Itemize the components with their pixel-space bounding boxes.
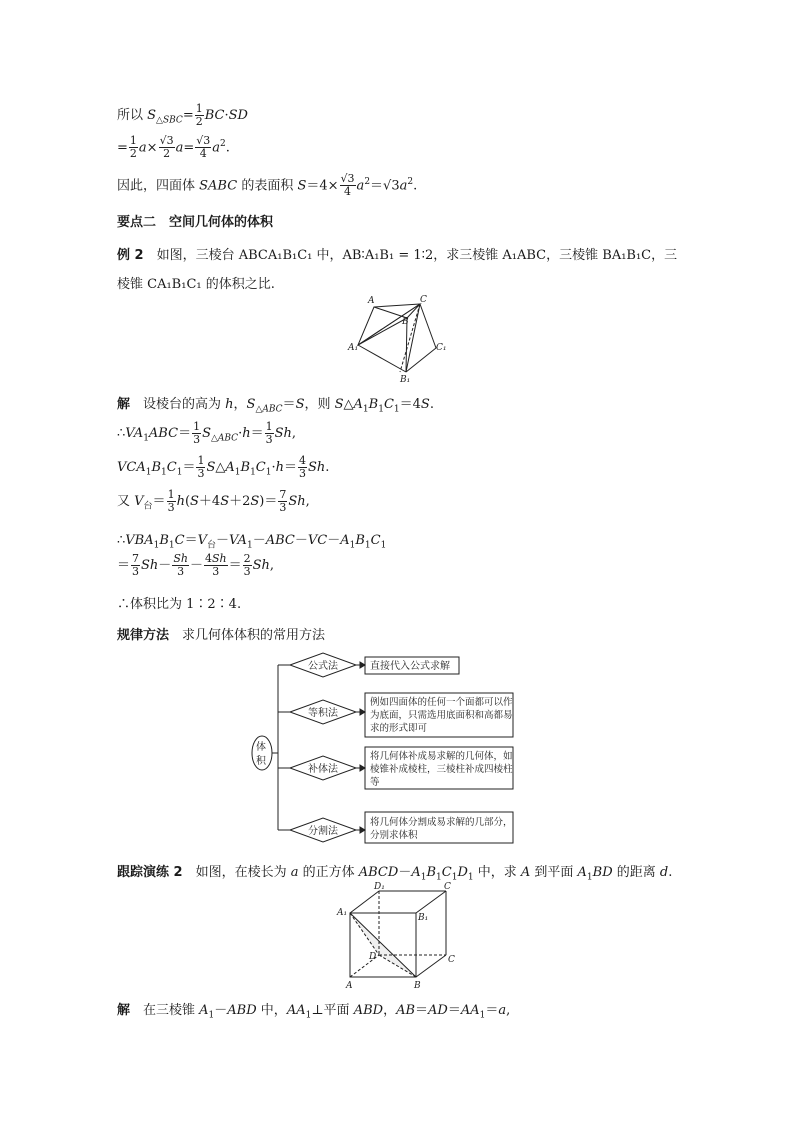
fraction-half: $\frac{1}{2}$ xyxy=(195,102,203,128)
cube-label-B: B xyxy=(414,981,421,990)
cube-label-D: D xyxy=(369,952,377,962)
desc-equal-l1: 例如四面体的任何一个面都可以作 xyxy=(370,697,513,708)
root-label-1: 体 xyxy=(256,742,266,753)
label-C: C xyxy=(420,295,427,305)
branch-name-equal: 等积法 xyxy=(308,708,338,719)
desc-complement-l2: 棱锥补成棱柱，三棱柱补成四棱柱 xyxy=(370,764,513,775)
method-heading: 规律方法 求几何体体积的常用方法 xyxy=(117,628,326,643)
cube-label-A: A xyxy=(346,981,353,990)
solution-1-line7: ∴体积比为 1∶2∶4. xyxy=(117,597,242,612)
desc-complement-l3: 等 xyxy=(370,777,380,788)
desc-equal-l2: 为底面，只需选用底面积和高都易 xyxy=(370,710,513,721)
example-label: 例 2 xyxy=(117,248,144,263)
line-area-value: = $\frac{1}{2}$ a× $\frac{√3}{2}$ a= $\frac{√3}{4}$ $a^2$. xyxy=(117,134,230,161)
example-2-line2: 棱锥 CA₁B₁C₁ 的体积之比. xyxy=(117,277,275,292)
cube-label-C: C xyxy=(448,955,455,965)
section-heading: 要点二 空间几何体的体积 xyxy=(117,215,274,230)
branch-name-complement: 补体法 xyxy=(308,764,338,775)
cube-label-B1: B₁ xyxy=(418,913,429,923)
label-B: B xyxy=(402,317,409,327)
desc-split-l2: 分别求体积 xyxy=(370,830,418,841)
line-surface-area: 因此，四面体 SABC 的表面积 S＝4× $\frac{√3}{4}$ $a^2=√3a^2$. xyxy=(117,172,418,199)
cube-label-D1: D₁ xyxy=(374,882,385,892)
desc-equal-l3: 求的形式即可 xyxy=(370,723,428,734)
label-A: A xyxy=(368,296,375,306)
line-s-sbc: 所以 $S_{\triangle SBC}=$ $\frac{1}{2}$ BC·SD xyxy=(117,102,248,128)
desc-complement-l1: 将几何体补成易求解的几何体，如 xyxy=(370,751,513,762)
label-A1: A₁ xyxy=(348,343,359,353)
method-diagram xyxy=(248,650,523,850)
frustum-figure xyxy=(340,292,460,384)
cube-label-A1: A₁ xyxy=(337,908,348,918)
cube-figure xyxy=(334,882,464,990)
cube-label-C-top: C xyxy=(444,882,451,892)
label-C1: C₁ xyxy=(436,343,447,353)
branch-name-split: 分割法 xyxy=(308,826,338,837)
solution-2-line: 解 在三棱锥 $A_1-ABD$ 中，$AA_1\perp$平面 ABD，$AB=AD=AA_1=a$, xyxy=(117,1003,511,1021)
solution-1-line2: $\therefore VA_1ABC=$ $\frac{1}{3}$ $S_{\triangle ABC}\cdot h=$ $\frac{1}{3}$ Sh, xyxy=(117,420,297,446)
solution-1-line5: $\therefore VBA_1B_1C=V_台-VA_1-ABC-VC-A_1B_1C_1$ xyxy=(117,533,387,551)
root-label-2: 积 xyxy=(256,756,266,767)
solution-1-line3: $VCA_1B_1C_1=$ $\frac{1}{3}$ $S\triangle A_1B_1C_1\cdot h=$ $\frac{4}{3}$ Sh. xyxy=(117,454,330,480)
exercise-2-line: 跟踪演练 2 如图，在棱长为 a 的正方体 $ABCD-A_1B_1C_1D_1$ 中，求 A 到平面 $A_1BD$ 的距离 d. xyxy=(117,865,673,883)
example-2-line1: 例 2 如图，三棱台 ABCA₁B₁C₁ 中，AB∶A₁B₁ = 1∶2，求三棱锥 A₁ABC，三棱锥 BA₁B₁C，三 xyxy=(117,248,678,263)
solution-1-line1: 解 设棱台的高为 h，$S_{\triangle ABC}=S$，则 $S\triangle A_1B_1C_1=4S$. xyxy=(117,397,434,415)
solution-1-line4: 又 $V_台=$ $\frac{1}{3}$ h(S＋4S＋2S)＝ $\frac{7}{3}$ Sh, xyxy=(117,488,310,514)
branch-name-formula: 公式法 xyxy=(308,661,338,672)
desc-split-l1: 将几何体分割成易求解的几部分， xyxy=(370,817,513,828)
desc-formula: 直接代入公式求解 xyxy=(370,661,450,672)
label-B1: B₁ xyxy=(400,375,411,384)
solution-1-line6: ＝ $\frac{7}{3}$ Sh－ $\frac{Sh}{3}$ － $\frac{4Sh}{3}$ ＝ $\frac{2}{3}$ Sh, xyxy=(117,552,275,578)
